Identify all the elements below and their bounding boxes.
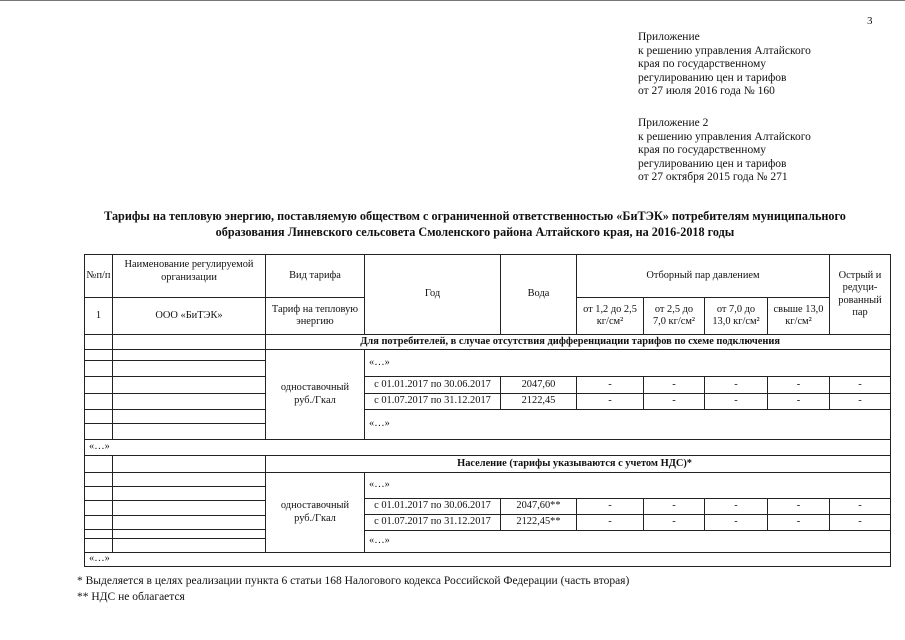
- appendix-1-line: Приложение: [638, 31, 700, 43]
- header-steam-4: свыше 13,0 кг/см²: [773, 303, 824, 327]
- header-year: Год: [424, 288, 441, 300]
- dash-cell: -: [672, 378, 676, 390]
- dash-cell: -: [608, 378, 612, 390]
- hline: [84, 423, 266, 424]
- appendix-1-line: от 27 июля 2016 года № 160: [638, 85, 775, 97]
- dash-cell: -: [858, 500, 862, 512]
- dash-cell: -: [672, 395, 676, 407]
- dash-cell: -: [858, 378, 862, 390]
- dash-cell: -: [734, 516, 738, 528]
- dash-cell: -: [672, 500, 676, 512]
- section-2-ellipsis-bottom: «…»: [369, 535, 390, 547]
- section-2-title: Население (тарифы указываются с учетом НДС)*: [457, 457, 692, 469]
- footnote-1: * Выделяется в целях реализации пункта 6 статьи 168 Налогового кодекса Российской Федерации (часть вторая): [77, 575, 630, 587]
- appendix-1-line: регулированию цен и тарифов: [638, 71, 787, 84]
- header-num: №п/п: [86, 269, 111, 281]
- dash-cell: -: [734, 395, 738, 407]
- header-org: Наименование регулируемой организации: [124, 259, 254, 283]
- section-2-row-1-period: с 01.01.2017 по 30.06.2017: [374, 500, 491, 512]
- header-steam-1: от 1,2 до 2,5 кг/см²: [583, 303, 637, 327]
- appendix-2-line: края по государственному: [638, 144, 766, 156]
- table-border-right: [890, 254, 891, 567]
- hline: [84, 500, 266, 501]
- page-number: 3: [867, 15, 873, 27]
- hline: [84, 393, 266, 394]
- hline: [84, 360, 266, 361]
- header-steam-2: от 2,5 до 7,0 кг/см²: [652, 303, 696, 327]
- top-edge-line: [0, 0, 905, 1]
- section-2-row-2-water: 2122,45**: [516, 516, 561, 528]
- section-2-tariff-kind: одноставочный руб./Гкал: [280, 500, 350, 524]
- appendix-1-line: края по государственному: [638, 58, 766, 70]
- dash-cell: -: [796, 378, 801, 390]
- section-1-row-1-water: 2047,60: [521, 378, 556, 390]
- table-border-bottom: [84, 566, 891, 567]
- row-org: ООО «БиТЭК»: [155, 309, 223, 321]
- header-water: Вода: [527, 288, 550, 300]
- header-steam-3: от 7,0 до 13,0 кг/см²: [712, 303, 760, 327]
- header-tariff-type: Вид тарифа: [289, 269, 341, 281]
- end-ellipsis: «…»: [89, 553, 110, 565]
- dash-cell: -: [858, 516, 862, 528]
- hline: [84, 529, 266, 530]
- dash-cell: -: [796, 500, 801, 512]
- hline: [84, 486, 266, 487]
- appendix-2-line: от 27 октября 2015 года № 271: [638, 171, 788, 183]
- header-sharp-steam: Острый и редуци- рованный пар: [838, 269, 882, 318]
- section-1-tariff-kind: одноставочный руб./Гкал: [280, 382, 350, 406]
- section-1-row-2-period: с 01.07.2017 по 31.12.2017: [374, 395, 491, 407]
- section-1-row-1-period: с 01.01.2017 по 30.06.2017: [374, 378, 491, 390]
- dash-cell: -: [796, 516, 801, 528]
- appendix-1-block: [638, 31, 811, 99]
- dash-cell: -: [734, 500, 738, 512]
- row-num: 1: [95, 309, 102, 321]
- dash-cell: -: [608, 395, 612, 407]
- dash-cell: -: [672, 516, 676, 528]
- footnote-2: ** НДС не облагается: [77, 591, 185, 603]
- title-line: образования Линевского сельсовета Смоленского района Алтайского края, на 2016-2018 годы: [215, 224, 735, 239]
- section-2-ellipsis-top: «…»: [369, 479, 390, 491]
- title-line: Тарифы на тепловую энергию, поставляемую обществом с ограниченной ответственностью «БиТЭК» потребителям муниципального: [104, 209, 846, 223]
- section-1-ellipsis-bottom: «…»: [369, 418, 390, 430]
- appendix-2-line: регулированию цен и тарифов: [638, 157, 787, 170]
- hline: [84, 515, 266, 516]
- dash-cell: -: [734, 378, 738, 390]
- appendix-2-line: к решению управления Алтайского: [638, 130, 811, 143]
- hline: [84, 409, 266, 410]
- separator-ellipsis: «…»: [89, 441, 110, 453]
- dash-cell: -: [608, 516, 612, 528]
- appendix-2-block: [638, 117, 811, 185]
- dash-cell: -: [608, 500, 612, 512]
- hline: [84, 376, 266, 377]
- section-2-row-2-period: с 01.07.2017 по 31.12.2017: [374, 516, 491, 528]
- section-1-ellipsis-top: «…»: [369, 356, 390, 368]
- row-tariff-type: Тариф на тепловую энергию: [271, 303, 359, 327]
- section-1-row-2-water: 2122,45: [521, 395, 556, 407]
- dash-cell: -: [858, 395, 862, 407]
- header-steam: Отборный пар давлением: [646, 269, 760, 281]
- appendix-2-line: Приложение 2: [638, 117, 709, 129]
- document-title: [60, 209, 890, 240]
- appendix-1-line: к решению управления Алтайского: [638, 44, 811, 57]
- hline: [84, 472, 266, 473]
- section-1-title: Для потребителей, в случае отсутствия дифференциации тарифов по схеме подключения: [360, 335, 780, 347]
- dash-cell: -: [796, 395, 801, 407]
- hline: [84, 538, 266, 539]
- section-2-row-1-water: 2047,60**: [516, 500, 561, 512]
